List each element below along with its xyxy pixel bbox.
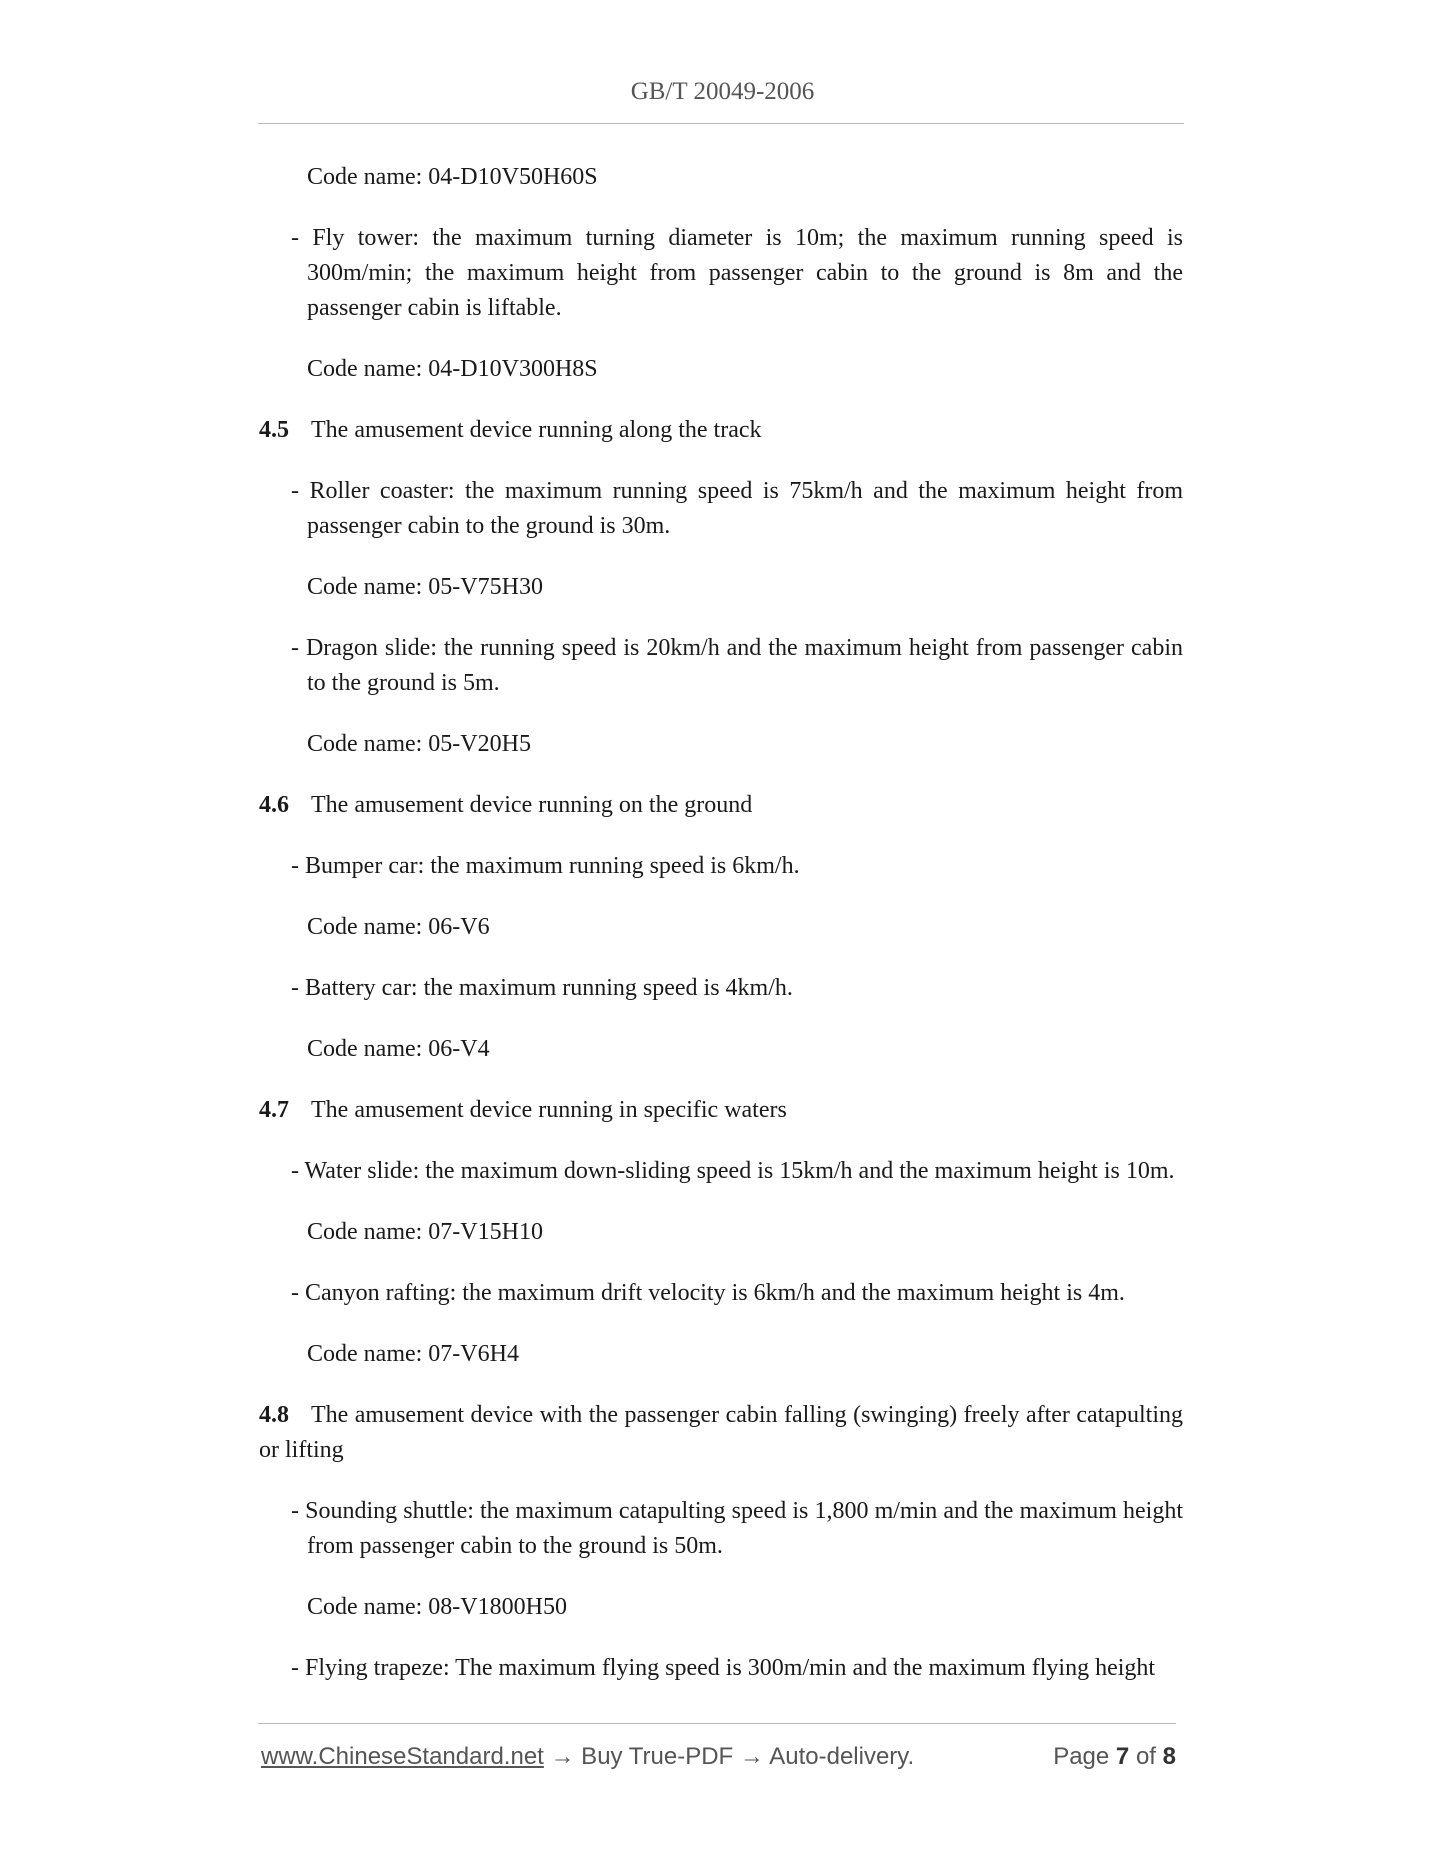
list-item: - Bumper car: the maximum running speed is 6km/h. — [291, 853, 800, 879]
list-item: - Sounding shuttle: the maximum catapulting speed is 1,800 m/min and the maximum height from passenger cabin to the ground is 50m. — [291, 1498, 1183, 1559]
list-item: - Water slide: the maximum down-sliding speed is 15km/h and the maximum height is 10m. — [291, 1158, 1175, 1184]
page-header-title: GB/T 20049-2006 — [630, 78, 815, 105]
list-item: - Flying trapeze: The maximum flying speed is 300m/min and the maximum flying height — [291, 1655, 1156, 1681]
section-title: The amusement device running on the ground — [311, 792, 753, 818]
code-name-line: Code name: 06-V6 — [307, 914, 490, 940]
section-number: 4.8 — [259, 1402, 289, 1428]
section-title: The amusement device running along the track — [311, 417, 762, 443]
code-name-line: Code name: 07-V15H10 — [307, 1219, 543, 1245]
document-body — [259, 160, 1183, 1686]
section-heading-4-8 — [259, 1398, 1183, 1468]
header-divider — [258, 123, 1184, 124]
code-name-line: Code name: 04-D10V50H60S — [307, 164, 598, 190]
footer-divider — [258, 1723, 1176, 1724]
page-current: 7 — [1115, 1743, 1130, 1770]
list-item: - Dragon slide: the running speed is 20km/h and the maximum height from passenger cabin to the ground is 5m. — [291, 635, 1183, 696]
section-heading-4-6 — [259, 788, 1183, 823]
footer-promo-text: → Buy True-PDF → Auto-delivery. — [543, 1743, 915, 1770]
code-name-line: Code name: 08-V1800H50 — [307, 1594, 567, 1620]
code-name-line: Code name: 05-V20H5 — [307, 731, 531, 757]
section-number: 4.7 — [259, 1097, 289, 1123]
page-indicator — [1053, 1743, 1176, 1771]
code-name-line: Code name: 07-V6H4 — [307, 1341, 519, 1367]
page-of: of — [1135, 1743, 1156, 1770]
section-title: The amusement device with the passenger cabin falling (swinging) freely after catapulting or lifting — [259, 1402, 1183, 1463]
section-title: The amusement device running in specific waters — [311, 1097, 787, 1123]
footer-website-link[interactable]: www.ChineseStandard.net — [261, 1743, 544, 1770]
code-name-line: Code name: 04-D10V300H8S — [307, 356, 598, 382]
section-number: 4.6 — [259, 792, 289, 818]
section-heading-4-5 — [259, 413, 1183, 448]
footer-promo — [261, 1743, 914, 1771]
list-item: - Canyon rafting: the maximum drift velocity is 6km/h and the maximum height is 4m. — [291, 1280, 1125, 1306]
section-heading-4-7 — [259, 1093, 1183, 1128]
page-footer — [261, 1743, 1176, 1783]
code-name-line: Code name: 06-V4 — [307, 1036, 490, 1062]
page-label: Page — [1053, 1743, 1110, 1770]
list-item: - Battery car: the maximum running speed is 4km/h. — [291, 975, 793, 1001]
list-item: - Fly tower: the maximum turning diameter is 10m; the maximum running speed is 300m/min; the maximum height from passenger cabin to the ground is 8m and the passenger cabin is liftable. — [291, 225, 1183, 321]
list-item: - Roller coaster: the maximum running speed is 75km/h and the maximum height from passenger cabin to the ground is 30m. — [291, 478, 1183, 539]
page-total: 8 — [1162, 1743, 1176, 1770]
code-name-line: Code name: 05-V75H30 — [307, 574, 543, 600]
section-number: 4.5 — [259, 417, 289, 443]
